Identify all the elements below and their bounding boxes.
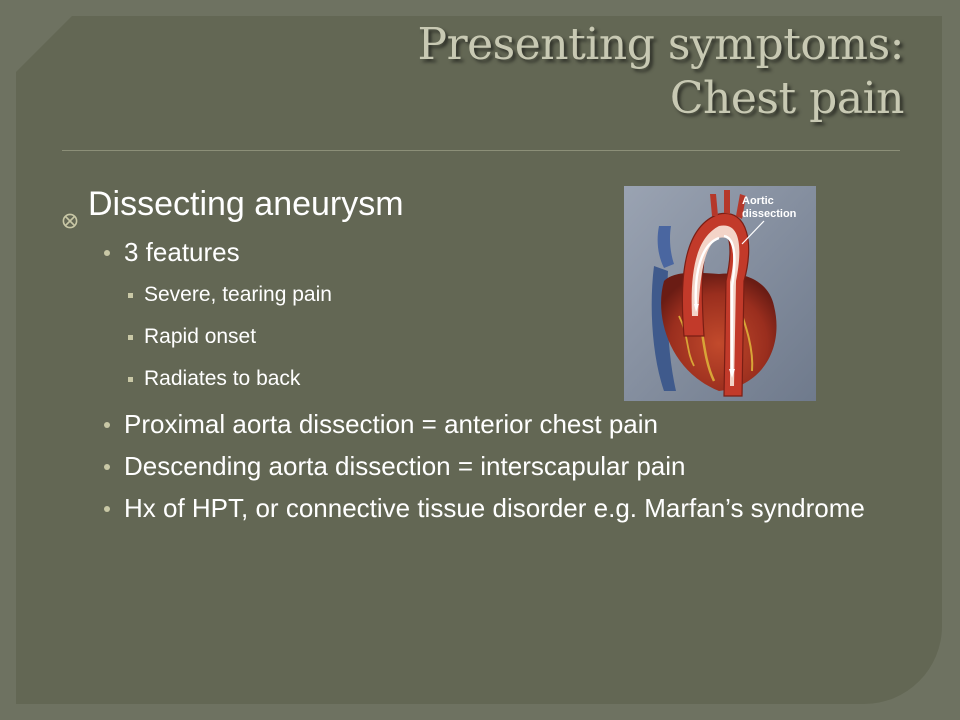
image-label-line2: dissection [742,208,797,220]
dot-bullet-icon [104,250,110,256]
bullet-level3-text: Radiates to back [144,367,301,390]
slide-title [417,18,904,126]
slide-title-line2: Chest pain [669,73,904,124]
small-square-bullet-icon [128,335,133,340]
bullet-level2-text: Descending aorta dissection = interscapular pain [124,451,686,481]
bullet-level2-text: Proximal aorta dissection = anterior chest pain [124,409,658,439]
aortic-dissection-image [624,186,816,401]
small-square-bullet-icon [128,377,133,382]
bullet-level2-text: 3 features [124,237,240,267]
bullet-level2 [62,492,892,524]
slide-title-line1: Presenting symptoms: [417,19,904,70]
bullet-level3-text: Rapid onset [144,325,257,348]
bullet-level1-text: Dissecting aneurysm [88,185,404,223]
small-square-bullet-icon [128,293,133,298]
bullet-level3-text: Severe, tearing pain [144,283,332,306]
bullet-level2 [62,408,892,440]
bullet-level2 [62,450,892,482]
circled-cross-bullet-icon [62,196,78,212]
bullet-level2-text: Hx of HPT, or connective tissue disorder e.g. Marfan’s syndrome [124,493,865,523]
dot-bullet-icon [104,506,110,512]
dot-bullet-icon [104,464,110,470]
image-label-line1: Aortic [742,195,774,207]
title-divider [62,150,900,151]
dot-bullet-icon [104,422,110,428]
